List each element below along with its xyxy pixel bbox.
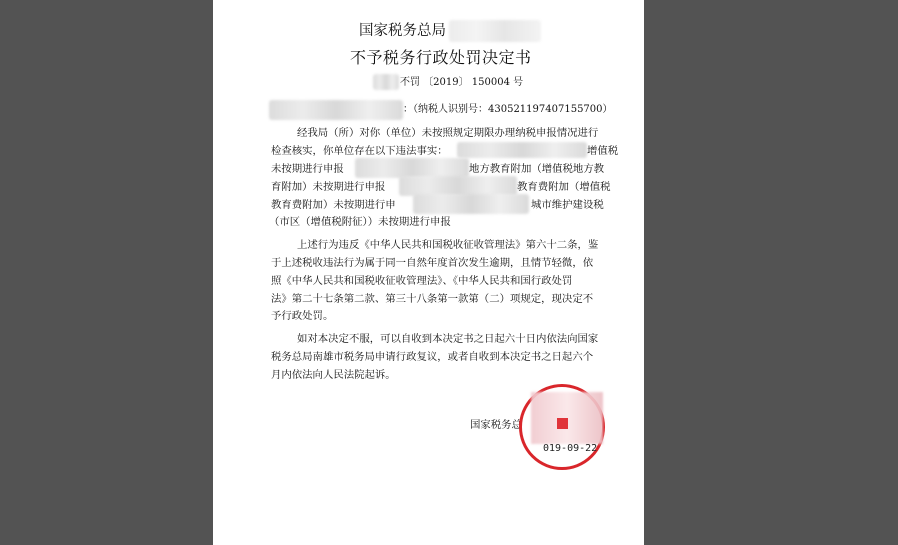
para1-line2: 检查核实，你单位存在以下违法事实： bbox=[271, 145, 448, 157]
document-title: 不予税务行政处罚决定书 bbox=[350, 48, 532, 67]
para3-line3: 月内依法向人民法院起诉。 bbox=[271, 369, 396, 381]
para2-line4: 法》第二十七条第二款、第三十八条第一款第（二）项规定，现决定不 bbox=[271, 293, 594, 305]
redacted-fact-3 bbox=[399, 176, 517, 196]
document-page bbox=[213, 0, 644, 545]
para1-line3-tail: 地方教育附加（增值税地方教 bbox=[469, 163, 605, 175]
para1-line5-tail: 城市维护建设税 bbox=[531, 199, 604, 211]
redacted-fact-1 bbox=[457, 142, 587, 158]
para1-line1: 经我局（所）对你（单位）未按照规定期限办理纳税申报情况进行 bbox=[297, 127, 599, 139]
para3-line1: 如对本决定不服，可以自收到本决定书之日起六十日内依法向国家 bbox=[297, 333, 599, 345]
para1-line4-tail: 教育费附加（增值税 bbox=[517, 181, 611, 193]
para1-line3: 未按期进行申报 bbox=[271, 163, 344, 175]
para2-line5: 予行政处罚。 bbox=[271, 310, 334, 322]
official-seal-stamp bbox=[519, 384, 607, 470]
issuing-authority: 国家税务总 bbox=[470, 419, 522, 431]
decision-date: 019-09-22 bbox=[543, 443, 598, 454]
redacted-taxpayer-name bbox=[269, 100, 403, 120]
para1-line2-tail: 增值税 bbox=[587, 145, 619, 157]
redacted-fact-2 bbox=[355, 158, 469, 178]
para3-line2: 税务总局南雄市税务局申请行政复议，或者自收到本决定书之日起六个 bbox=[271, 351, 594, 363]
redacted-doc-prefix bbox=[373, 74, 399, 90]
redacted-issuer-name bbox=[449, 20, 541, 42]
document-number: 不罚 〔2019〕 150004 号 bbox=[400, 77, 524, 88]
para1-line5: 教育费附加）未按期进行申 bbox=[271, 199, 396, 211]
redacted-fact-4 bbox=[413, 194, 529, 214]
taxpayer-id-line: ：（纳税人识别号：430521197407155700） bbox=[403, 104, 613, 115]
seal-star-mark bbox=[557, 418, 568, 429]
para2-line3: 照《中华人民共和国税收征收管理法》、《中华人民共和国行政处罚 bbox=[271, 275, 573, 287]
para1-line4: 育附加）未按期进行申报 bbox=[271, 181, 386, 193]
para2-line1: 上述行为违反《中华人民共和国税收征收管理法》第六十二条，鉴 bbox=[297, 239, 599, 251]
issuer-title: 国家税务总局 bbox=[359, 23, 446, 39]
para2-line2: 于上述税收违法行为属于同一自然年度首次发生逾期，且情节轻微，依 bbox=[271, 257, 594, 269]
para1-line6: （市区（增值税附征））未按期进行申报 bbox=[269, 216, 451, 228]
